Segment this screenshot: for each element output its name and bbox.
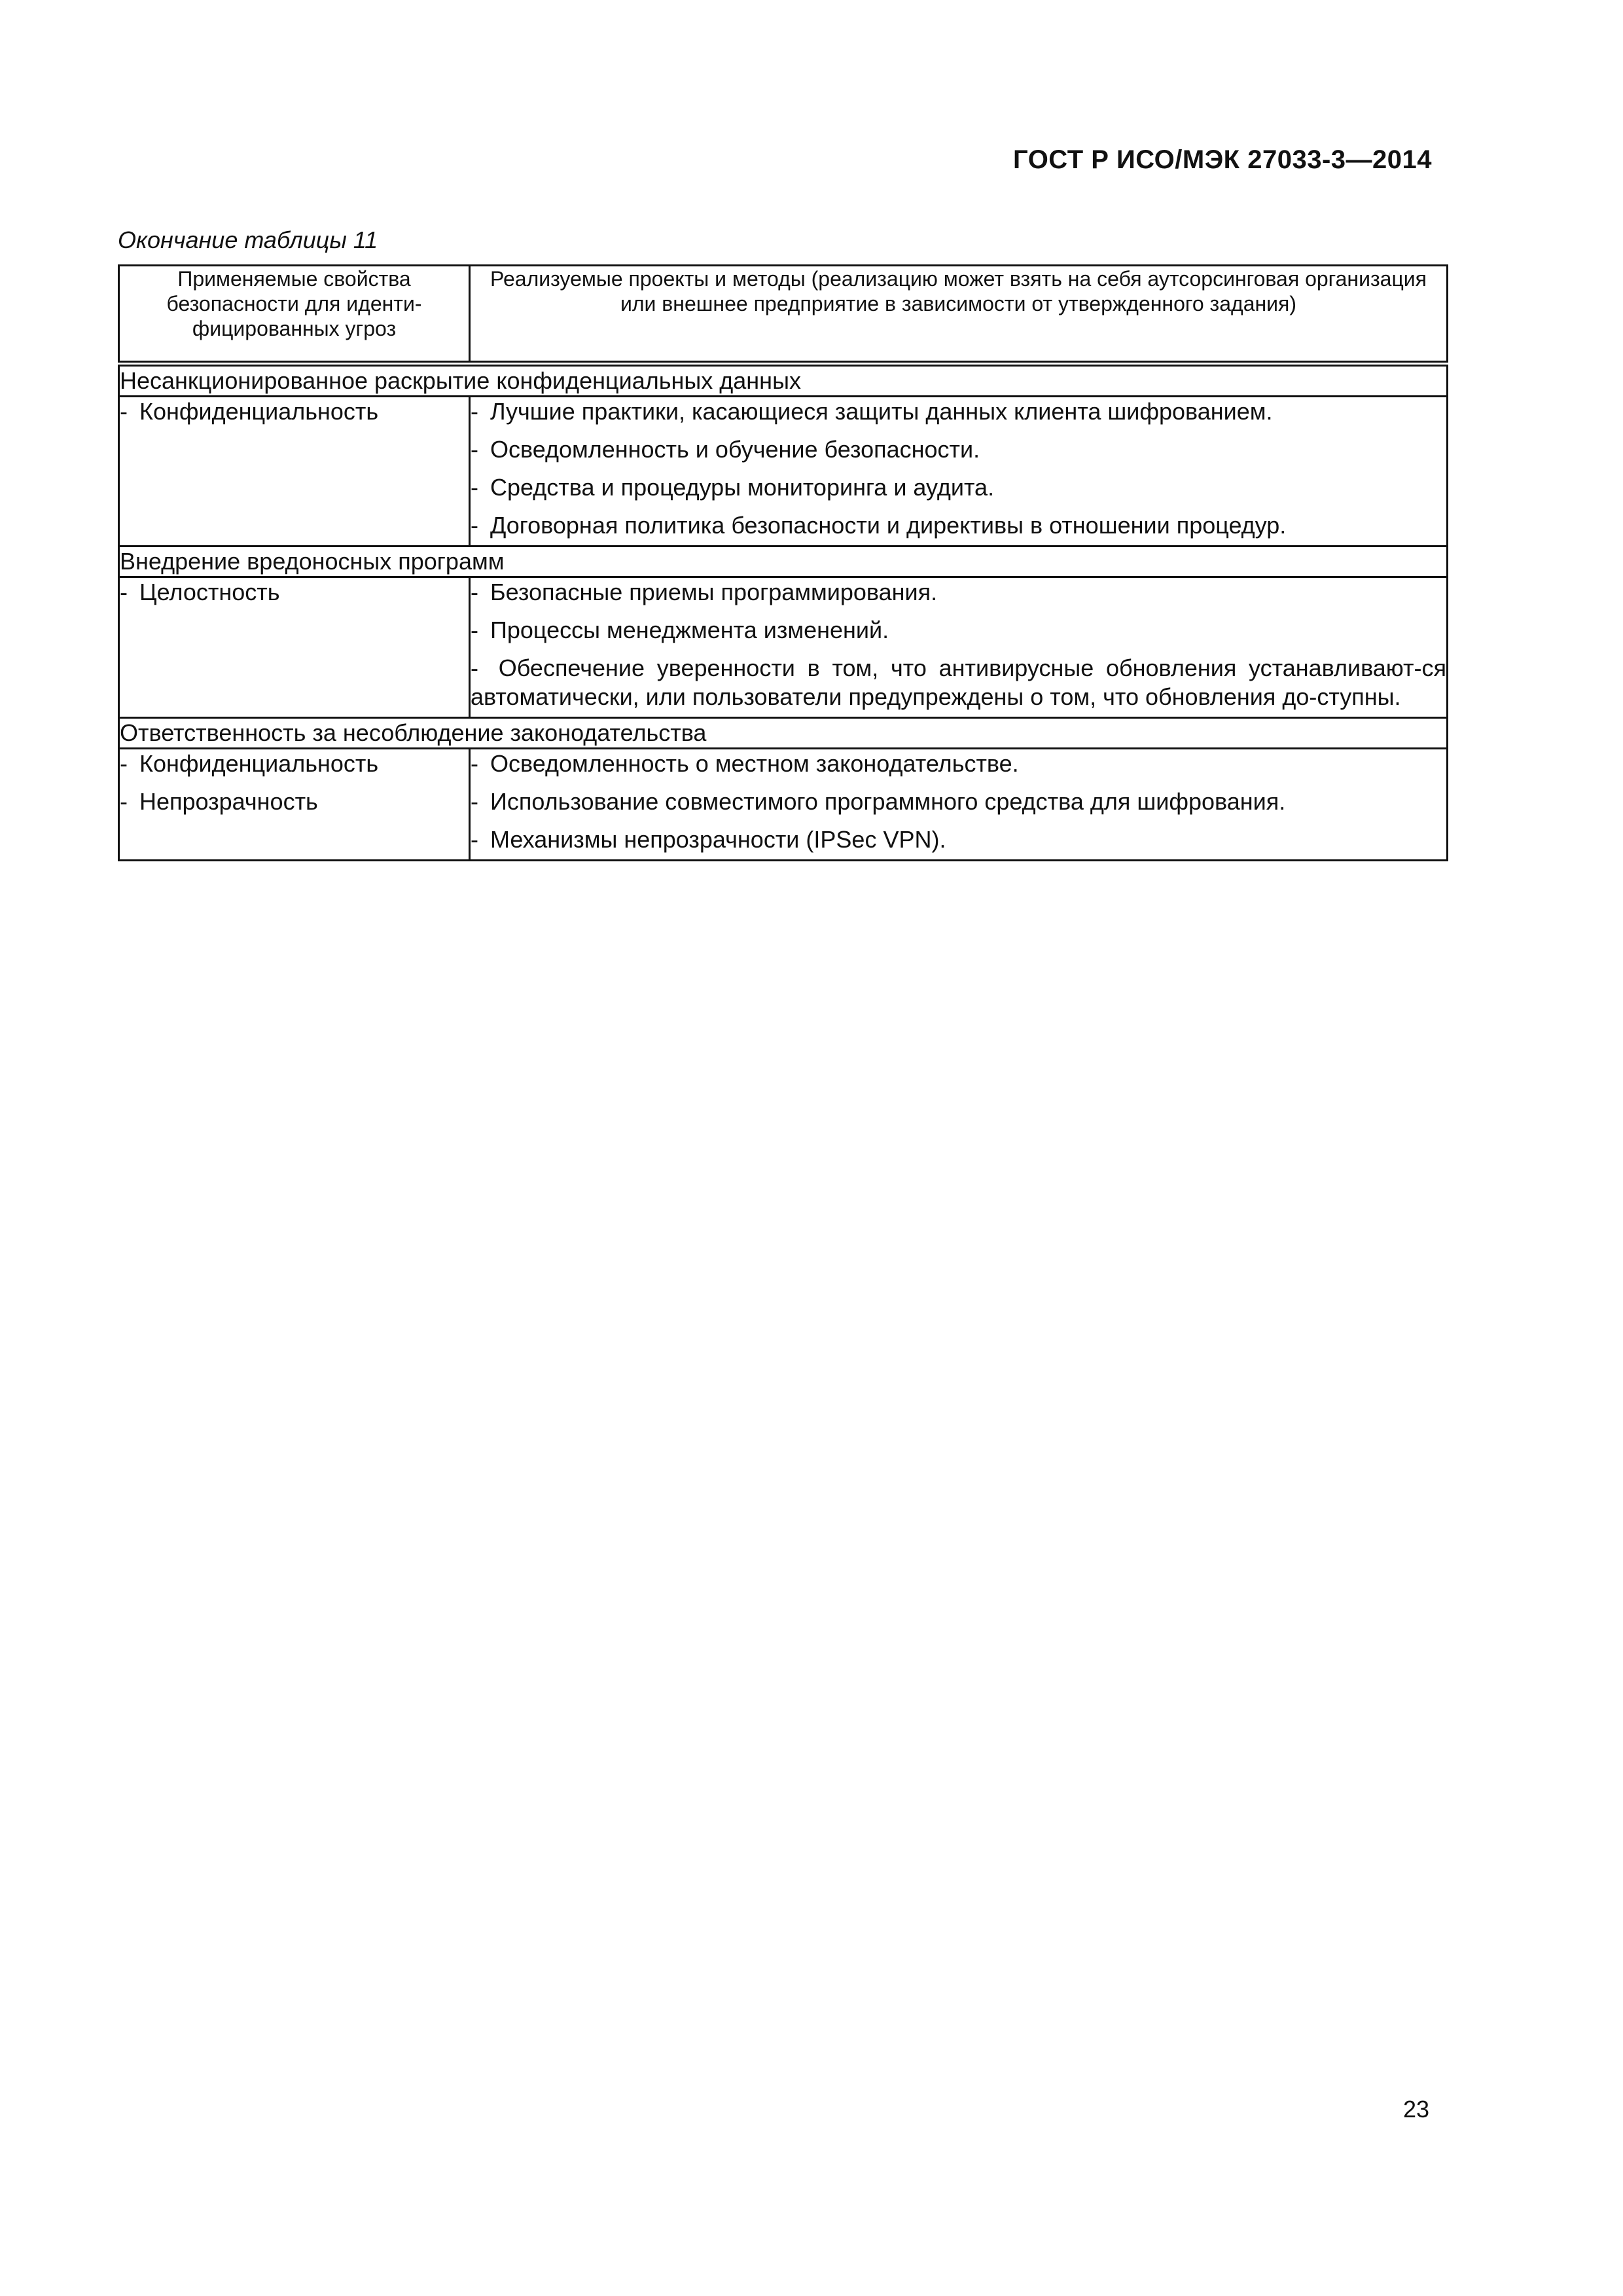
method-text: Средства и процедуры мониторинга и аудита. <box>490 474 995 501</box>
method-text: Механизмы непрозрачности (IPSec VPN). <box>490 826 946 853</box>
list-item <box>120 397 469 426</box>
list-item <box>471 435 1446 464</box>
column-header-properties: Применяемые свойства безопасности для иденти-фицированных угроз <box>119 266 470 364</box>
bullet-dash: - <box>471 474 478 501</box>
list-item <box>471 825 1446 854</box>
page-number: 23 <box>1402 2096 1429 2123</box>
list-item <box>471 654 1446 711</box>
section-row <box>119 718 1448 749</box>
section-row <box>119 364 1448 397</box>
list-item <box>120 787 469 816</box>
bullet-dash: - <box>471 750 478 777</box>
method-text: Договорная политика безопасности и директивы в отношении процедур. <box>490 512 1287 539</box>
table-row <box>119 397 1448 547</box>
list-item <box>471 397 1446 426</box>
section-title: Внедрение вредоносных программ <box>119 547 1448 577</box>
section-row <box>119 547 1448 577</box>
list-item <box>120 749 469 778</box>
methods-cell <box>470 397 1448 547</box>
bullet-dash: - <box>471 512 478 539</box>
bullet-dash: - <box>120 579 128 605</box>
method-text: Обеспечение уверенности в том, что антивирусные обновления устанавливают-ся автоматически, или пользователи предупреждены о том, что обновления до-ступны. <box>471 655 1446 710</box>
table-row <box>119 577 1448 718</box>
method-text: Осведомленность и обучение безопасности. <box>490 436 980 463</box>
bullet-dash: - <box>471 579 478 605</box>
methods-cell <box>470 577 1448 718</box>
properties-cell <box>119 749 470 861</box>
method-text: Использование совместимого программного средства для шифрования. <box>490 788 1286 815</box>
bullet-dash: - <box>471 617 478 643</box>
properties-cell <box>119 577 470 718</box>
list-item <box>471 749 1446 778</box>
table-header-row <box>119 266 1448 364</box>
method-text: Процессы менеджмента изменений. <box>490 617 889 643</box>
list-item <box>471 473 1446 502</box>
method-text: Безопасные приемы программирования. <box>490 579 938 605</box>
method-text: Осведомленность о местном законодательстве. <box>490 750 1019 777</box>
table-caption: Окончание таблицы 11 <box>118 226 378 253</box>
bullet-dash: - <box>471 655 478 681</box>
bullet-dash: - <box>120 750 128 777</box>
list-item <box>120 578 469 607</box>
properties-cell <box>119 397 470 547</box>
document-code-header: ГОСТ Р ИСО/МЭК 27033-3—2014 <box>1013 145 1432 174</box>
property-text: Конфиденциальность <box>139 398 379 425</box>
section-title: Несанкционированное раскрытие конфиденциальных данных <box>119 364 1448 397</box>
property-text: Конфиденциальность <box>139 750 379 777</box>
property-text: Целостность <box>139 579 280 605</box>
methods-cell <box>470 749 1448 861</box>
section-title: Ответственность за несоблюдение законодательства <box>119 718 1448 749</box>
security-measures-table <box>118 264 1448 861</box>
list-item <box>471 616 1446 645</box>
list-item <box>471 578 1446 607</box>
bullet-dash: - <box>120 398 128 425</box>
bullet-dash: - <box>471 826 478 853</box>
bullet-dash: - <box>471 436 478 463</box>
bullet-dash: - <box>471 788 478 815</box>
bullet-dash: - <box>471 398 478 425</box>
list-item <box>471 787 1446 816</box>
method-text: Лучшие практики, касающиеся защиты данных клиента шифрованием. <box>490 398 1273 425</box>
bullet-dash: - <box>120 788 128 815</box>
table-row <box>119 749 1448 861</box>
column-header-methods: Реализуемые проекты и методы (реализацию может взять на себя аутсорсинговая организация или внешнее предприятие в зависимости от утвержденного задания) <box>470 266 1448 364</box>
list-item <box>471 511 1446 540</box>
property-text: Непрозрачность <box>139 788 318 815</box>
